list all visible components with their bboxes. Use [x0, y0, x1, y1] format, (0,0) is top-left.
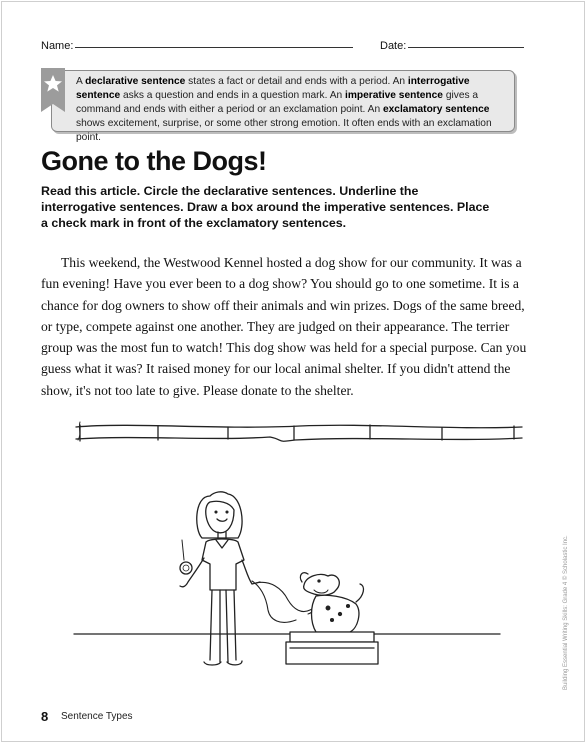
date-field-line[interactable] — [408, 47, 524, 48]
bunting-banner — [76, 422, 522, 441]
definition-segment: shows excitement, surprise, or some other strong emotion. It often ends with an exclamation point. — [76, 118, 492, 143]
star-icon — [41, 68, 65, 120]
definition-text — [76, 75, 510, 145]
page-title: Gone to the Dogs! — [41, 146, 267, 176]
definition-term: declarative sentence — [85, 76, 186, 87]
definition-segment: asks a question and ends in a question mark. An — [120, 90, 346, 101]
definition-term: interrogative sentence — [76, 76, 470, 101]
definition-term: exclamatory sentence — [382, 104, 490, 115]
dog-show-illustration — [70, 400, 530, 690]
article-text: This weekend, the Westwood Kennel hosted a dog show for our community. It was a fun evening! Have you ever been to a dog show? You should go to one sometime. It is a chance for dog owners to show off their animals and win prizes. Dogs of the same breed, or type, compete against one another. They are judged on their appearance. The terrier group was the most fun to watch! This dog show was held for a special purpose. Can you guess what it was? It raised money for our local animal shelter. If you didn't attend the show, it's not too late to give. Please donate to the shelter. — [41, 255, 527, 398]
name-field-line[interactable] — [75, 47, 353, 48]
name-label: Name: — [41, 40, 74, 52]
copyright-credit: Building Essential Writing Skills: Grade 4 © Scholastic Inc. — [563, 535, 569, 690]
dog-figure — [300, 573, 363, 640]
definition-segment: states a fact or detail and ends with a period. An — [185, 76, 408, 87]
page-number: 8 — [41, 709, 49, 724]
girl-figure — [180, 492, 260, 665]
date-label: Date: — [380, 40, 407, 52]
instructions: Read this article. Circle the declarative sentences. Underline the interrogative sentences. Draw a box around the imperative sentences. Place a check mark in front of the exclamatory sentences. — [41, 184, 490, 230]
definition-term: imperative sentence — [345, 90, 443, 101]
show-pedestal — [286, 632, 378, 664]
section-label: Sentence Types — [61, 711, 133, 722]
definition-segment: A — [76, 76, 86, 87]
definition-box — [51, 70, 515, 143]
definition-segment: gives a command and ends with either a period or an exclamation point. An — [76, 90, 479, 115]
